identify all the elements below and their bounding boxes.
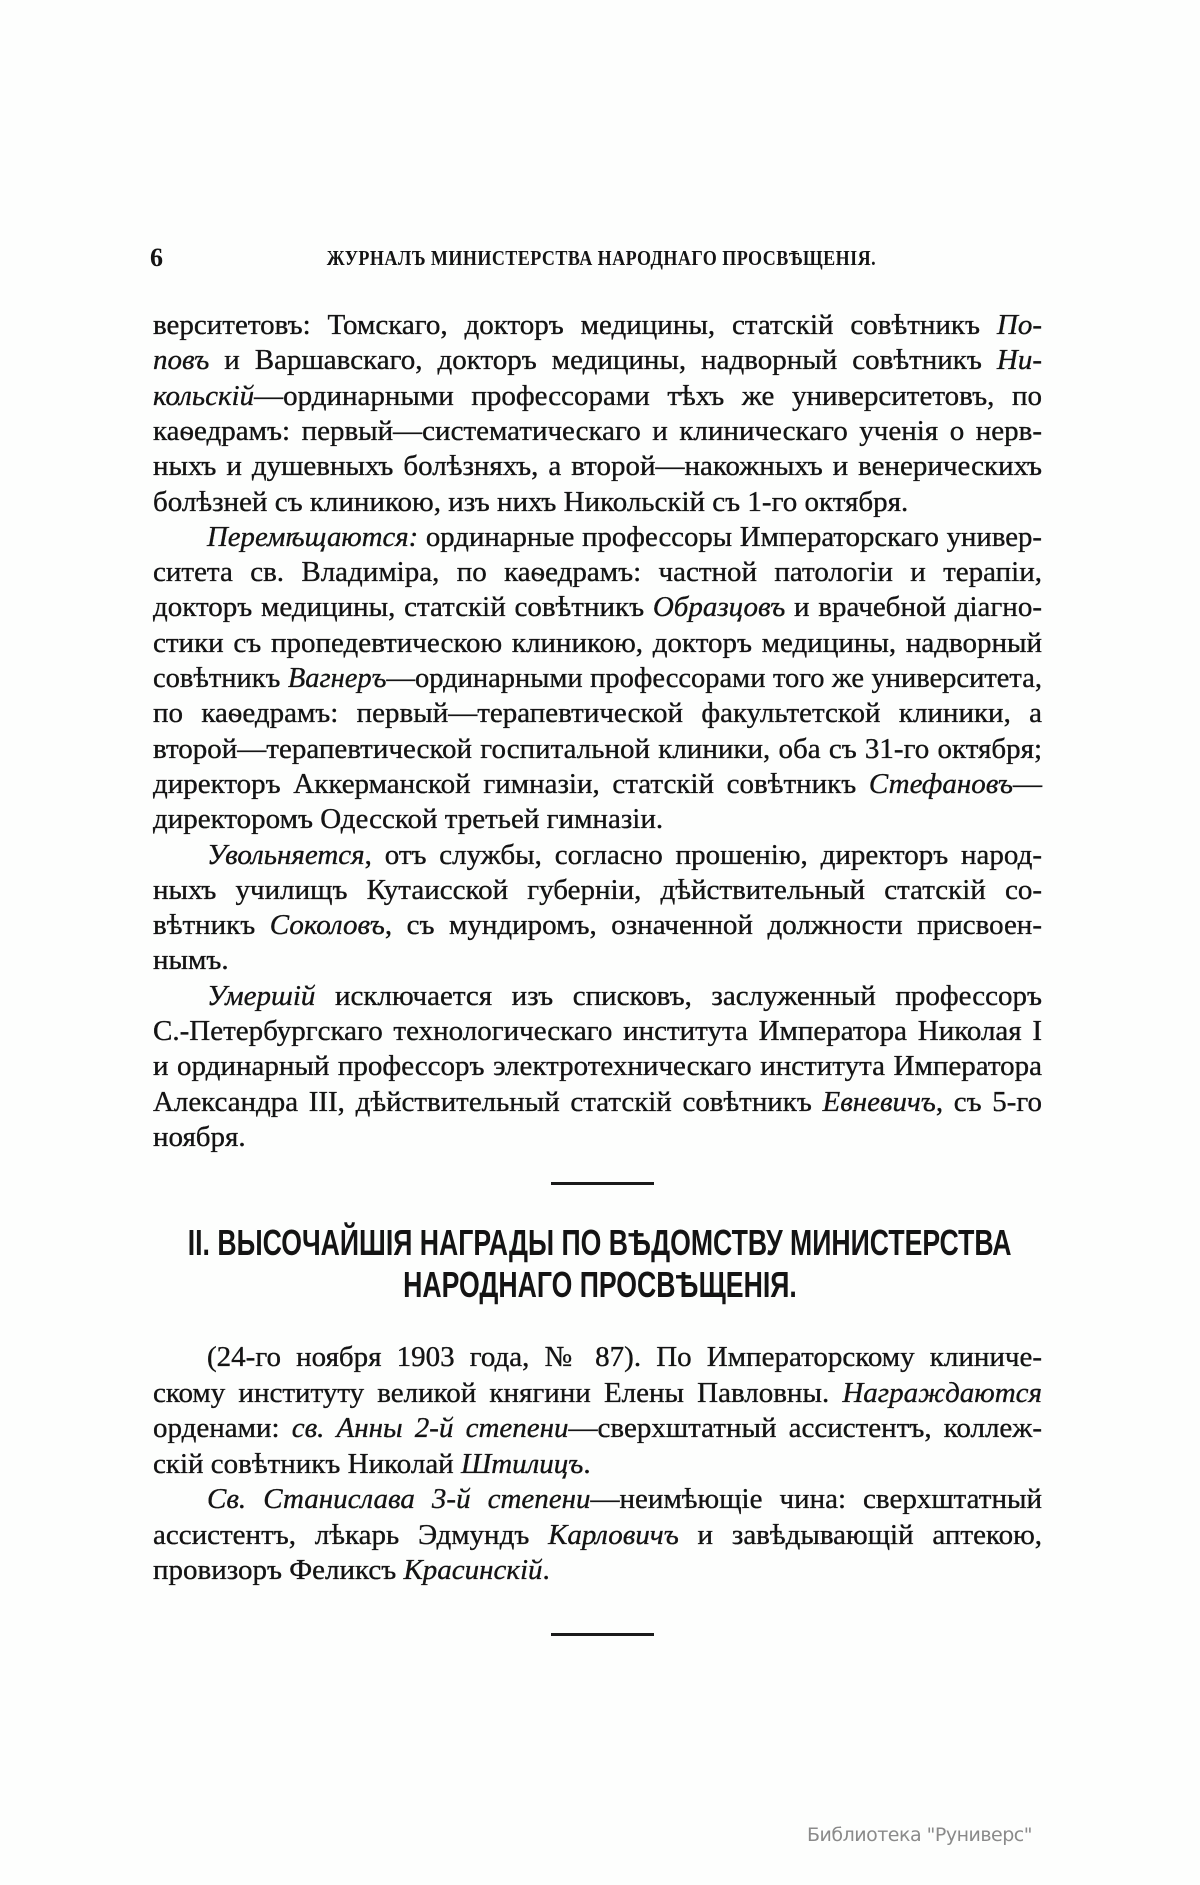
italic-text: Ни-	[996, 344, 1042, 377]
text-line	[207, 1482, 1042, 1517]
text-line	[207, 520, 1042, 555]
text-segment: скому институту великой княгини Елены Павловны.	[153, 1376, 843, 1409]
running-header	[0, 246, 1200, 271]
text-line	[153, 908, 1042, 943]
italic-text: Св. Станислава 3-й степени	[207, 1483, 591, 1515]
text-segment: докторъ медицины, статскій совѣтникъ	[153, 591, 653, 624]
text-line	[153, 1120, 1042, 1155]
text-line	[153, 1411, 1042, 1446]
text-line	[153, 485, 1042, 520]
text-segment: ныхъ и душевныхъ болѣзняхъ, а второй—накожныхъ и венерическихъ	[153, 450, 1042, 483]
text-segment: —ординарными профессорами тѣхъ же университетовъ, по	[254, 379, 1042, 412]
text-segment: стики съ пропедевтическою клиникою, докторъ медицины, надворный	[153, 626, 1042, 659]
text-segment: и Варшавскаго, докторъ медицины, надворный совѣтникъ	[209, 344, 997, 377]
text-segment: , съ 5-го	[935, 1085, 1042, 1118]
text-line	[153, 696, 1042, 731]
text-line	[153, 802, 1042, 837]
text-segment: провизоръ Феликсъ	[153, 1554, 404, 1586]
text-line	[153, 1014, 1042, 1049]
text-line	[153, 414, 1042, 449]
text-line	[153, 1049, 1042, 1084]
text-segment: —неимѣющіе чина: сверхштатный	[590, 1483, 1042, 1515]
text-segment: директоръ Аккерманской гимназіи, статскій совѣтникъ	[153, 767, 869, 800]
italic-text: св. Анны 2-й степени	[291, 1412, 569, 1444]
italic-text: Образцовъ	[652, 591, 786, 624]
text-line	[153, 732, 1042, 767]
section-heading-line: II. ВЫСОЧАЙШІЯ НАГРАДЫ ПО ВѢДОМСТВУ МИНИСТЕРСТВА	[188, 1222, 1012, 1263]
text-segment: директоромъ Одесской третьей гимназіи.	[153, 803, 664, 836]
text-line	[153, 555, 1042, 590]
text-segment: ординарные профессоры Императорскаго универ-	[418, 520, 1042, 553]
text-segment: вѣтникъ	[153, 909, 270, 942]
text-line	[153, 1553, 1042, 1588]
text-segment: (24-го ноября 1903 года, № 87). По Императорскому клиниче-	[207, 1341, 1042, 1373]
text-segment: ассистентъ, лѣкарь Эдмундъ	[153, 1518, 549, 1551]
section-heading	[0, 1222, 1200, 1306]
italic-text: Красинскій	[403, 1554, 543, 1586]
text-line	[207, 838, 1042, 873]
text-line	[153, 1447, 1042, 1482]
text-segment: ныхъ училищъ Кутаисской губерніи, дѣйствительный статскій со-	[153, 873, 1042, 906]
text-segment: , отъ службы, согласно прошенію, директоръ народ-	[364, 838, 1042, 871]
text-segment: болѣзней съ клиникою, изъ нихъ Никольскій съ 1-го октября.	[153, 485, 909, 518]
text-line	[153, 1518, 1042, 1553]
text-segment: —	[1013, 767, 1042, 800]
text-segment: —ординарными профессорами того же университета,	[386, 662, 1042, 694]
italic-text: Карловичъ	[548, 1518, 679, 1551]
italic-text: Штилицъ	[460, 1447, 584, 1480]
italic-text: повъ	[153, 344, 210, 377]
text-line	[153, 1376, 1042, 1411]
text-segment: —сверхштатный ассистентъ, коллеж-	[568, 1412, 1042, 1444]
italic-text: кольскій	[153, 379, 255, 412]
text-segment: С.-Петербургскаго технологическаго института Императора Николая I	[153, 1015, 1042, 1047]
text-segment: исключается изъ списковъ, заслуженный профессоръ	[315, 979, 1042, 1012]
italic-text: Награждаются	[842, 1376, 1042, 1409]
text-line	[153, 873, 1042, 908]
text-segment: Александра III, дѣйствительный статскій совѣтникъ	[153, 1085, 823, 1118]
page-number: 6	[150, 243, 163, 272]
journal-title: ЖУРНАЛЪ МИНИСТЕРСТВА НАРОДНАГО ПРОСВѢЩЕНІЯ.	[326, 246, 877, 270]
text-segment: ноября.	[153, 1120, 246, 1153]
text-line	[153, 943, 1042, 978]
text-line	[153, 449, 1042, 484]
text-line	[153, 767, 1042, 802]
text-segment: совѣтникъ	[153, 662, 288, 694]
italic-text: Стефановъ	[868, 767, 1013, 800]
text-segment: , съ мундиромъ, означенной должности присвоен-	[384, 909, 1042, 942]
italic-text: Соколовъ	[269, 909, 385, 942]
italic-text: Перемѣщаются:	[207, 520, 419, 553]
library-watermark: Библиотека "Руниверс"	[807, 1824, 1032, 1846]
text-segment: орденами:	[153, 1412, 292, 1444]
italic-text: По-	[996, 309, 1042, 341]
text-segment: скій совѣтникъ Николай	[153, 1447, 461, 1480]
text-segment: ситета св. Владиміра, по каѳедрамъ: частной патологіи и терапіи,	[153, 556, 1042, 589]
italic-text: Евневичъ	[822, 1085, 936, 1118]
text-segment: и ординарный профессоръ электротехническаго института Императора	[153, 1050, 1042, 1083]
text-line	[153, 343, 1042, 378]
text-line	[207, 979, 1042, 1014]
text-line	[153, 1085, 1042, 1120]
text-segment: .	[583, 1447, 591, 1480]
text-segment: по каѳедрамъ: первый—терапевтической факультетской клиники, а	[153, 697, 1042, 730]
section-divider	[551, 1633, 654, 1636]
text-segment: и завѣдывающій аптекою,	[678, 1518, 1042, 1551]
italic-text: Вагнеръ	[287, 662, 387, 694]
text-segment: нымъ.	[153, 944, 229, 977]
text-line	[153, 308, 1042, 343]
text-line	[153, 661, 1042, 696]
section-heading-line: НАРОДНАГО ПРОСВѢЩЕНІЯ.	[403, 1264, 797, 1305]
italic-text: Умершій	[207, 979, 316, 1012]
text-segment: и врачебной діагно-	[785, 591, 1042, 624]
text-line	[153, 626, 1042, 661]
text-segment: .	[542, 1554, 550, 1586]
text-line	[153, 379, 1042, 414]
text-segment: каѳедрамъ: первый—систематическаго и клиническаго ученія о нерв-	[153, 414, 1042, 447]
text-line	[153, 590, 1042, 625]
text-line	[207, 1340, 1042, 1375]
italic-text: Увольняется	[207, 838, 365, 871]
section-divider	[551, 1182, 654, 1185]
text-segment: верситетовъ: Томскаго, докторъ медицины, статскій совѣтникъ	[153, 309, 997, 341]
text-segment: второй—терапевтической госпитальной клиники, оба съ 31-го октября;	[153, 732, 1042, 765]
